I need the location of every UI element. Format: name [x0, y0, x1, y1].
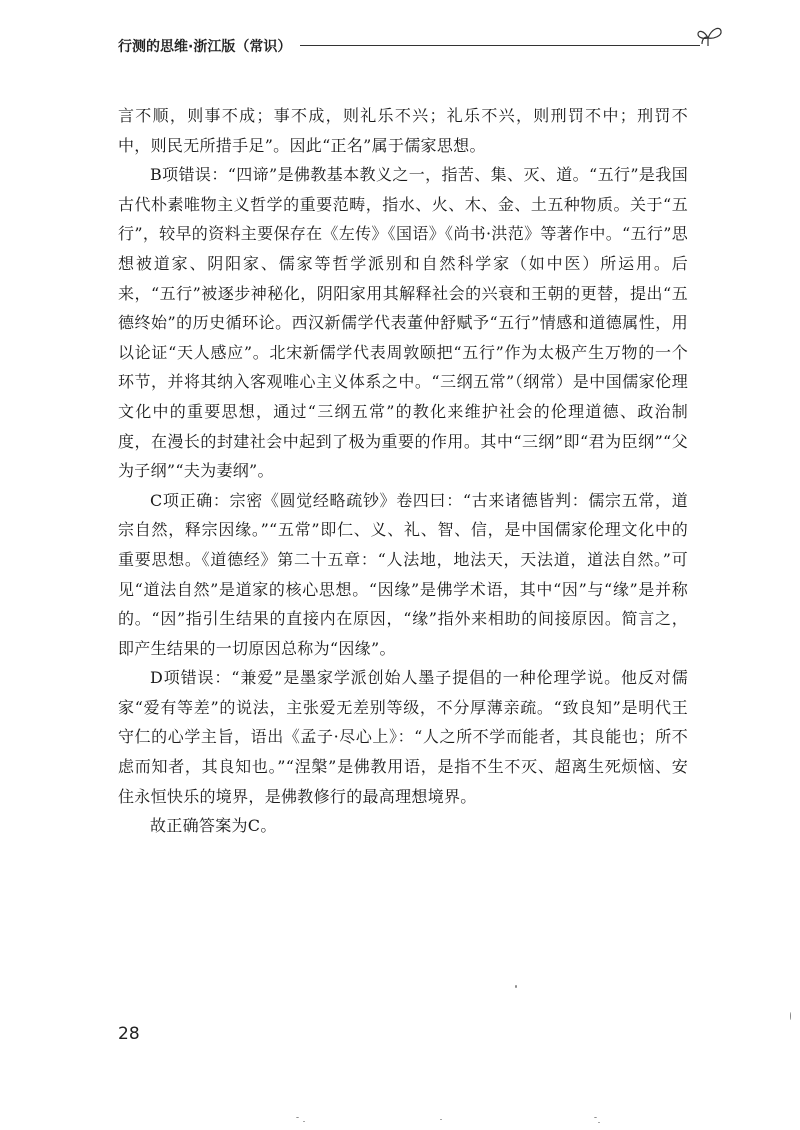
- paragraph-option-c: C项正确：宗密《圆觉经略疏钞》卷四曰：“古来诸德皆判：儒宗五常，道宗自然，释宗因缘。”“五常”即仁、义、礼、智、信，是中国儒家伦理文化中的重要思想。《道德经》第二十五章：“人法地，地法天，天法道，道法自然。”可见“道法自然”是道家的核心思想。“因缘”是佛学术语，其中“因”与“缘”是并称的。“因”指引生结果的直接内在原因，“缘”指外来相助的间接原因。简言之，即产生结果的一切原因总称为“因缘”。: [118, 490, 688, 658]
- header-title: 行测的思维·浙江版（常识）: [118, 39, 292, 55]
- scan-speck: [303, 1121, 305, 1122]
- scan-speck: [594, 1117, 597, 1118]
- scan-speck: [790, 1012, 791, 1020]
- scan-speck: [440, 1119, 442, 1120]
- running-header: [118, 30, 718, 60]
- paragraph-answer: 故正确答案为C。: [150, 816, 277, 836]
- sprout-leaf-icon: [696, 22, 724, 52]
- body-text: [118, 101, 688, 841]
- paragraph-option-d: D项错误：“兼爱”是墨家学派创始人墨子提倡的一种伦理学说。他反对儒家“爱有等差”的说法，主张爱无差别等级，不分厚薄亲疏。“致良知”是明代王守仁的心学主旨，语出《孟子·尽心上》：“人之所不学而能者，其良能也；所不虑而知者，其良知也。”“涅槃”是佛教用语，是指不生不灭、超离生死烦恼、安住永恒快乐的境界，是佛教修行的最高理想境界。: [118, 668, 688, 806]
- paragraph-option-b: B项错误：“四谛”是佛教基本教义之一，指苦、集、灭、道。“五行”是我国古代朴素唯物主义哲学的重要范畴，指水、火、木、金、土五种物质。关于“五行”，较早的资料主要保存在《左传》《国语》《尚书·洪范》等著作中。“五行”思想被道家、阴阳家、儒家等哲学派别和自然科学家（如中医）所运用。后来，“五行”被逐步神秘化，阴阳家用其解释社会的兴衰和王朝的更替，提出“五德终始”的历史循环论。西汉新儒学代表董仲舒赋予“五行”情感和道德属性，用以论证“天人感应”。北宋新儒学代表周敦颐把“五行”作为太极产生万物的一个环节，并将其纳入客观唯心主义体系之中。“三纲五常”（纲常）是中国儒家伦理文化中的重要思想，通过“三纲五常”的教化来维护社会的伦理道德、政治制度，在漫长的封建社会中起到了极为重要的作用。其中“三纲”即“君为臣纲”“父为子纲”“夫为妻纲”。: [118, 165, 688, 481]
- header-rule: [300, 45, 700, 46]
- page-number: 28: [118, 1024, 140, 1044]
- scan-speck: [598, 1122, 600, 1123]
- scan-speck: [296, 1117, 299, 1118]
- scan-speck: [515, 985, 517, 988]
- paragraph-continuation: 言不顺，则事不成；事不成，则礼乐不兴；礼乐不兴，则刑罚不中；刑罚不中，则民无所措手足”。因此“正名”属于儒家思想。: [118, 106, 688, 155]
